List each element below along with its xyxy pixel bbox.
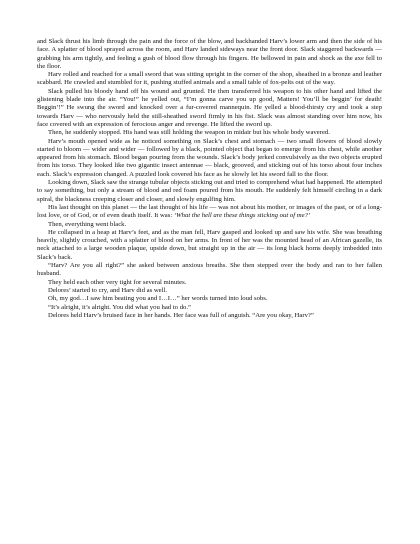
paragraph: They held each other very tight for several minutes. — [48, 278, 187, 286]
paragraph: He collapsed in a heap at Harv’s feet, and as the man fell, Harv gasped and looked up and saw his wife. She was breathing heavily, slightly crouched, with a splatter of blood on her arms. In front of her was the mounted head of an African gazelle, its neck attached to a large wooden plaque, upside down, but straight up in the air — its long black horns deeply imbedded into Slack’s back. — [37, 228, 382, 261]
paragraph-text: His last thought on this planet — the last thought of his life — was not about his mother, or images of the past, or of a long-lost love, or of God, or of even death itself. It was: — [37, 203, 382, 220]
paragraph: Harv rolled and reached for a small sword that was sitting upright in the corner of the shop, sheathed in a bronze and leather scabbard. He crawled and stumbled for it, pushing stuffed animals and a small table of fox-pelts out of the way. — [37, 71, 382, 87]
paragraph: Oh, my god…I saw him beating you and I…I…” her words turned into loud sobs. — [48, 295, 268, 303]
paragraph: “It’s alright, it’s alright. You did what you had to do.” — [48, 303, 192, 311]
paragraph: Harv’s mouth opened wide as he noticed something on Slack’s chest and stomach — two small flowers of blood slowly started to bloom — wider and wider — followed by a black, pointed object that began to emerge from his chest, while another appeared from his stomach. Blood began pouring from the wounds. Slack’s body jerked convulsively as the two objects erupted from his torso. They looked like two gigantic insect antennae — black, grooved, and sticking out of his torso about four inches each. Slack’s expression changed. A puzzled look covered his face as he slowly let his sword fall to the floor. — [37, 137, 382, 178]
paragraph: Looking down, Slack saw the strange tubular objects sticking out and tried to comprehend what had happened. He attempted to say something, but only a stream of blood and red foam poured from his mouth. He suddenly felt himself circling in a dark spiral, the blackness creeping closer and closer, and slowly engulfing him. — [37, 179, 382, 203]
document-page — [37, 38, 382, 320]
italic-thought: ‘What the hell are these things sticking out of me?’ — [173, 212, 311, 220]
paragraph — [37, 204, 382, 221]
paragraph: and Slack thrust his limb through the pain and the force of the blow, and backhanded Harv’s lower arm and then the side of his face. A splatter of blood sprayed across the room, and Harv landed sideways near the front door. Slack staggered backwards — grabbing his arm tightly, and feeling a gush of blood flow through his fingers. He bellowed in pain and shock as the axe fell to the floor. — [37, 38, 382, 70]
paragraph: Delores’ started to cry, and Harv did as well. — [48, 286, 168, 294]
paragraph: Then, he suddenly stopped. His hand was still holding the weapon in midair but his whole body wavered. — [48, 129, 330, 137]
paragraph: Then, everything went black. — [48, 220, 127, 228]
paragraph: Slack pulled his bloody hand off his wound and grunted. He then transferred his weapon to his other hand and lifted the glistening blade into the air. “You!” he yelled out, “I’m gonna carve you up good, Matters! You’ll be beggin’ for death! Beggin’!” He swung the sword and knocked over a fur-covered mannequin. He yelled a blood-thirsty cry and took a step towards Harv — who nervously held the still-sheathed sword firmly in his fist. Slack was almost standing over him now, his face covered with an expression of ferocious anger and revenge. He lifted the sword up. — [37, 87, 382, 128]
paragraph: “Harv? Are you all right?” she asked between anxious breaths. She then stepped over the body and ran to her fallen husband. — [37, 262, 382, 278]
paragraph: Delores held Harv’s bruised face in her hands. Her face was full of anguish. “Are you okay, Harv?” — [48, 311, 314, 319]
